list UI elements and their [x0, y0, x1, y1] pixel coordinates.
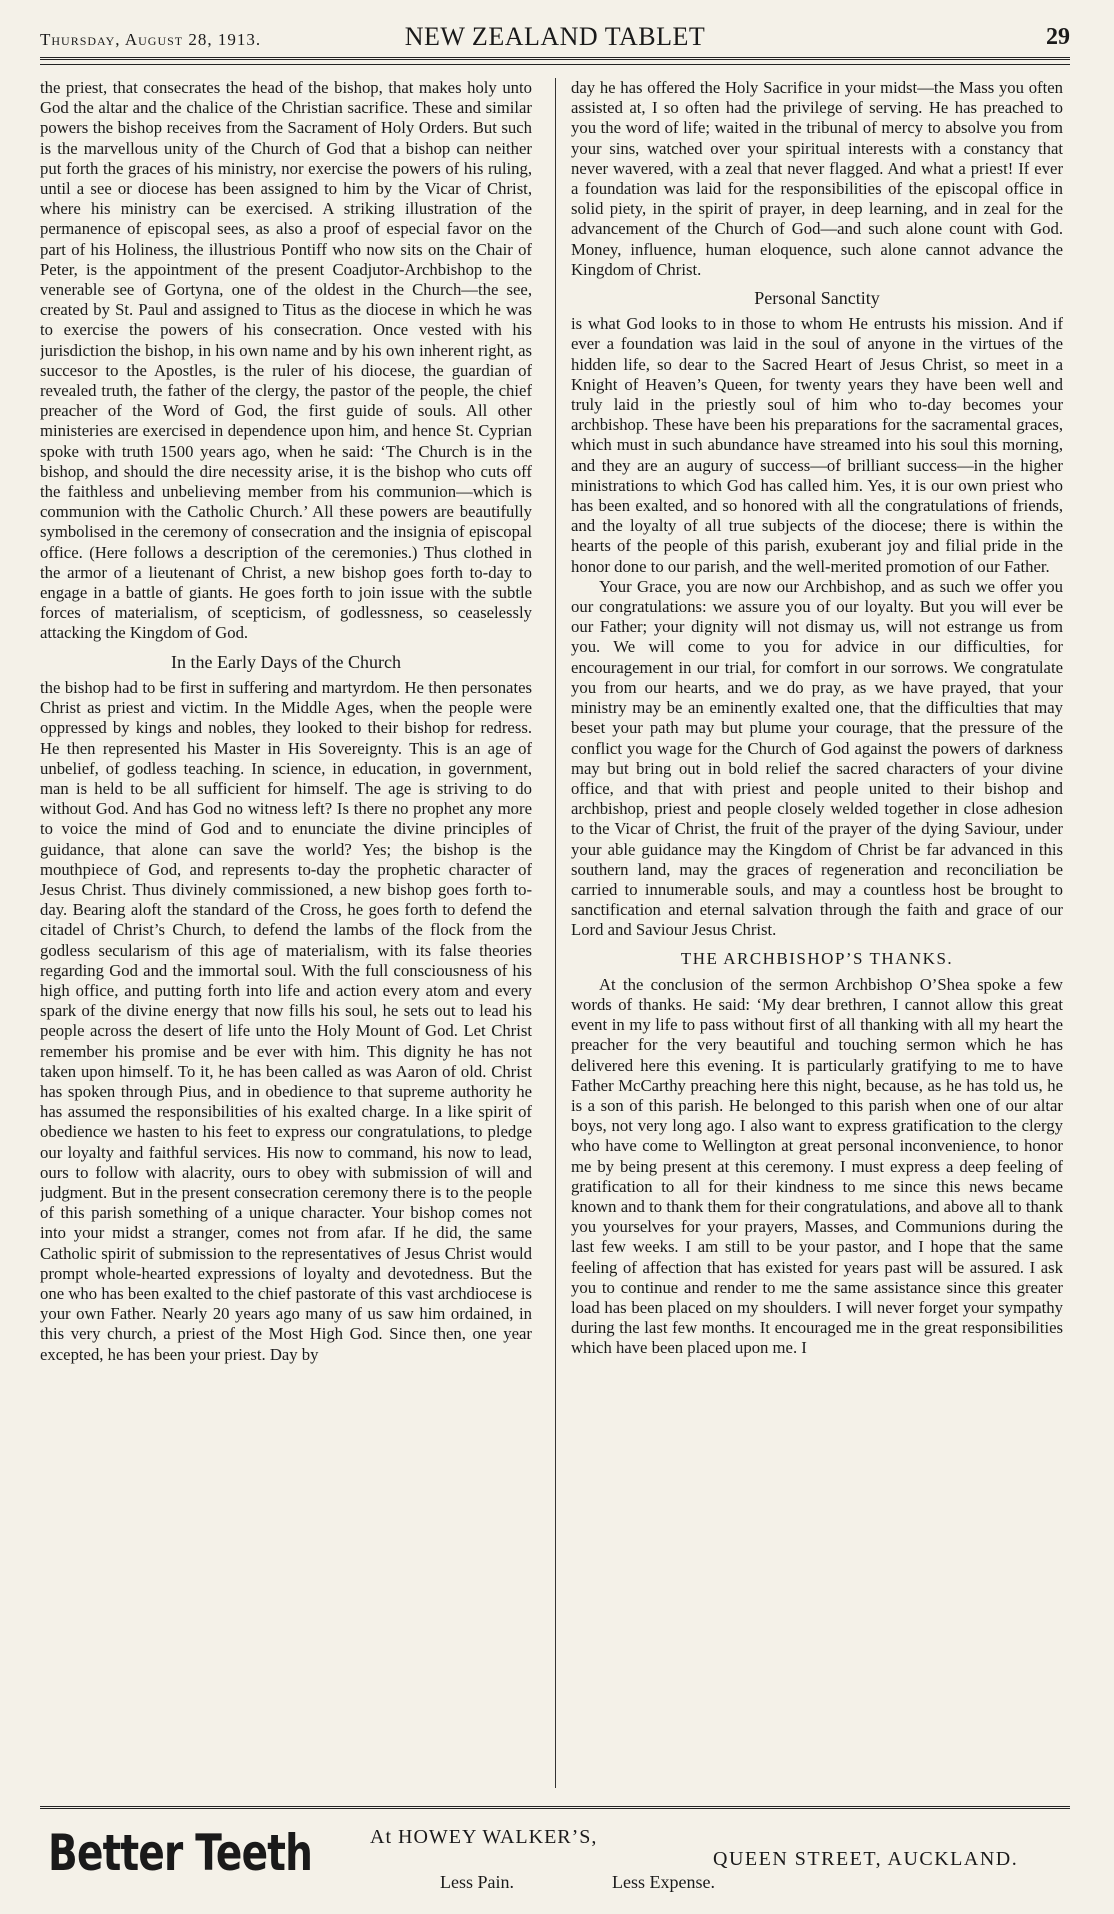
masthead: [40, 20, 1070, 56]
section-heading: In the Early Days of the Church: [171, 651, 401, 672]
article-paragraph: At the conclusion of the sermon Archbishop O’Shea spoke a few words of thanks. He said: ‘My dear brethren, I cannot allow this great event in my life to pass without first of all thanking with all my heart the preacher for the very beautiful and touching sermon which he has delivered here this evening. It is particularly gratifying to me to have Father McCarthy preaching here this night, because, as he has told us, he is a son of this parish. He belonged to this parish when one of our altar boys, not very long ago. I also want to express gratification to the clergy who have come to Wellington at great personal inconvenience, to honor me by being present at this ceremony. I must express a deep feeling of gratification to all for their kindness to me since this news became known and to thank them for their congratulations, and above all to thank you yourselves for your prayers, Masses, and Communions during the last few weeks. I am still to be your pastor, and I hope that the same feeling of affection that has existed for years past will be assured. I ask you to continue and render to me the same assistance since this greater load has been placed on my shoulders. I will never forget your sympathy during the last few months. It encouraged me in the great responsibilities which have been placed upon me. I: [571, 974, 1063, 1358]
publication-title: NEW ZEALAND TABLET: [404, 22, 706, 51]
right-column: [571, 78, 1063, 1788]
article-paragraph: is what God looks to in those to whom He entrusts his mission. And if ever a foundation was laid in the soul of anyone in the virtues of the hidden life, so dear to the Sacred Heart of Jesus Christ, so meet in a Knight of Heaven’s Queen, for twenty years they have been well and truly laid in the priestly soul of him who to-day becomes your archbishop. These have been his preparations for the sacramental graces, which must in such abundance have streamed into his soul this morning, and they are an augury of success—of brilliant success—in the higher ministrations to which God has called him. Yes, it is our own priest who has been exalted, and so honored with all the congratulations of friends, and the loyalty of all true subjects of the diocese; there is within the hearts of the people of this parish, exuberant joy and filial pride in the honor done to our parish, and the well-merited promotion of our Father.: [571, 314, 1063, 576]
masthead-rule-thin: [40, 64, 1070, 65]
ad-headline: Better Teeth: [48, 1824, 313, 1882]
ad-slogan: Less Pain.: [440, 1872, 514, 1892]
article-paragraph: Your Grace, you are now our Archbishop, and as such we offer you our congratulations: we assure you of our loyalty. But you will ever be our Father; your dignity will not dismay us, will not estrange us from you. We will come to you for advice in our difficulties, for encouragement in our trial, for comfort in our sorrows. We congratulate you from our hearts, and we do pray, as we have prayed, that your ministry may be an eminently exalted one, that the difficulties that may beset your path may but plume your courage, that the pressure of the conflict you wage for the Church of God against the powers of darkness may but bring out in bold relief the sacred characters of your divine office, and that with priest and people united to their bishop and archbishop, priest and people closely welded together in close adhesion to the Vicar of Christ, the fruit of the prayer of the dying Saviour, under your able guidance may the Kingdom of Christ be far advanced in this southern land, may the graces of regeneration and reconciliation be carried to innumerable souls, and may a countless host be brought to sanctification and eternal salvation through the faith and grace of our Lord and Saviour Jesus Christ.: [571, 576, 1063, 940]
article-paragraph: day he has offered the Holy Sacrifice in your midst—the Mass you often assisted at, I so often had the privilege of serving. He has preached to you the word of life; waited in the tribunal of mercy to absolve you from your sins, watched over your spiritual interests with a constancy that never wavered, with a zeal that never flagged. And what a priest! If ever a foundation was laid for the responsibilities of the episcopal office in solid piety, in the spirit of prayer, in deep learning, and in zeal for the advancement of the Church of God—and such alone count with God. Money, influence, human eloquence, such alone cannot advance the Kingdom of Christ.: [571, 78, 1063, 279]
column-divider: [555, 78, 556, 1788]
advertisement-rule: [40, 1806, 1070, 1809]
advertisement: [40, 1818, 1070, 1898]
ad-address: QUEEN STREET, AUCKLAND.: [713, 1848, 1019, 1870]
ad-slogan: Less Expense.: [612, 1872, 715, 1892]
article-paragraph: the priest, that consecrates the head of the bishop, that makes holy unto God the altar and the chalice of the Christian sacrifice. These and similar powers the bishop receives from the Sacrament of Holy Orders. But such is the marvellous unity of the Church of God that a bishop can neither put forth the graces of his ministry, nor exercise the powers of his ruling, until a see or diocese has been assigned to him by the Vicar of Christ, where his ministry can be exercised. A striking illustration of the permanence of episcopal sees, as also a proof of especial favor on the part of his Holiness, the illustrious Pontiff who now sits on the Chair of Peter, is the appointment of the present Coadjutor-Archbishop to the venerable see of Gortyna, one of the oldest in the Church—the see, created by St. Paul and assigned to Titus as the diocese in which he was to exercise the powers of his consecration. Once vested with his jurisdiction the bishop, in his own name and by his own inherent right, as succesor to the Apostles, is the ruler of his diocese, the guardian of revealed truth, the father of the clergy, the pastor of the people, the chief preacher of the Word of God, the first guide of souls. All other ministeries are exercised in dependence upon him, and hence St. Cyprian spoke with truth 1500 years ago, when he said: ‘The Church is in the bishop, and should the dire necessity arise, it is the bishop who cuts off the faithless and unbelieving member from his communion—which is communion with the Catholic Church.’ All these powers are beautifully symbolised in the ceremony of consecration and the insignia of episcopal office. (Here follows a description of the ceremonies.) Thus clothed in the armor of a lieutenant of Christ, a new bishop goes forth to-day to engage in a battle of giants. He goes forth to join issue with the subtle forces of materialism, of scepticism, of godlessness, so ceaselessly attacking the Kingdom of God.: [40, 78, 532, 643]
section-heading: THE ARCHBISHOP’S THANKS.: [680, 948, 954, 968]
masthead-rule: [40, 57, 1070, 60]
page-number: 29: [1046, 24, 1070, 50]
section-heading: Personal Sanctity: [754, 288, 880, 309]
article-paragraph: the bishop had to be first in suffering and martyrdom. He then personates Christ as priest and victim. In the Middle Ages, when the people were oppressed by kings and nobles, they looked to their bishop for redress. He then represented his Master in His Sovereignty. This is an age of unbelief, of godless teaching. In science, in education, in government, man is held to be all sufficient for himself. The age is striving to do without God. And has God no witness left? Is there no prophet any more to voice the mind of God and to enunciate the divine principles of guidance, that alone can save the world? Yes; the bishop is the mouthpiece of God, and represents to-day the prophetic character of Jesus Christ. Thus divinely commissioned, a new bishop goes forth to-day. Bearing aloft the standard of the Cross, he goes forth to defend the citadel of Christ’s Church, to defend the lambs of the flock from the godless secularism of this age of materialism, with its false theories regarding God and the immortal soul. With the full consciousness of his high office, and putting forth into life and action every atom and every spark of the divine energy that now fills his soul, he sets out to lead his people across the desert of life unto the Holy Mount of God. Let Christ remember his promise and be ever with him. This dignity he has not taken upon himself. To it, he has been called as was Aaron of old. Christ has spoken through Pius, and in obedience to that supreme authority he has assumed the responsibilities of his exalted charge. In a like spirit of obedience we hasten to his feet to express our congratulations, to pledge our loyalty and faithful services. His now to command, his now to lead, ours to follow with alacrity, ours to obey with submission of will and judgment. But in the present consecration ceremony there is to the people of this parish something of a unique character. Your bishop comes not into your midst a stranger, comes not from afar. If he did, the same Catholic spirit of submission to the representatives of Jesus Christ would prompt whole-hearted expressions of loyalty and devotedness. But the one who has been exalted to the chief pastorate of this vast archdiocese is your own Father. Nearly 20 years ago many of us saw him ordained, in this very church, a priest of the Most High God. Since then, one year excepted, he has been your priest. Day by: [40, 677, 532, 1364]
left-column: [40, 78, 532, 1788]
ad-business-name: At HOWEY WALKER’S,: [370, 1826, 598, 1848]
issue-date: Thursday, August 28, 1913.: [40, 30, 262, 49]
